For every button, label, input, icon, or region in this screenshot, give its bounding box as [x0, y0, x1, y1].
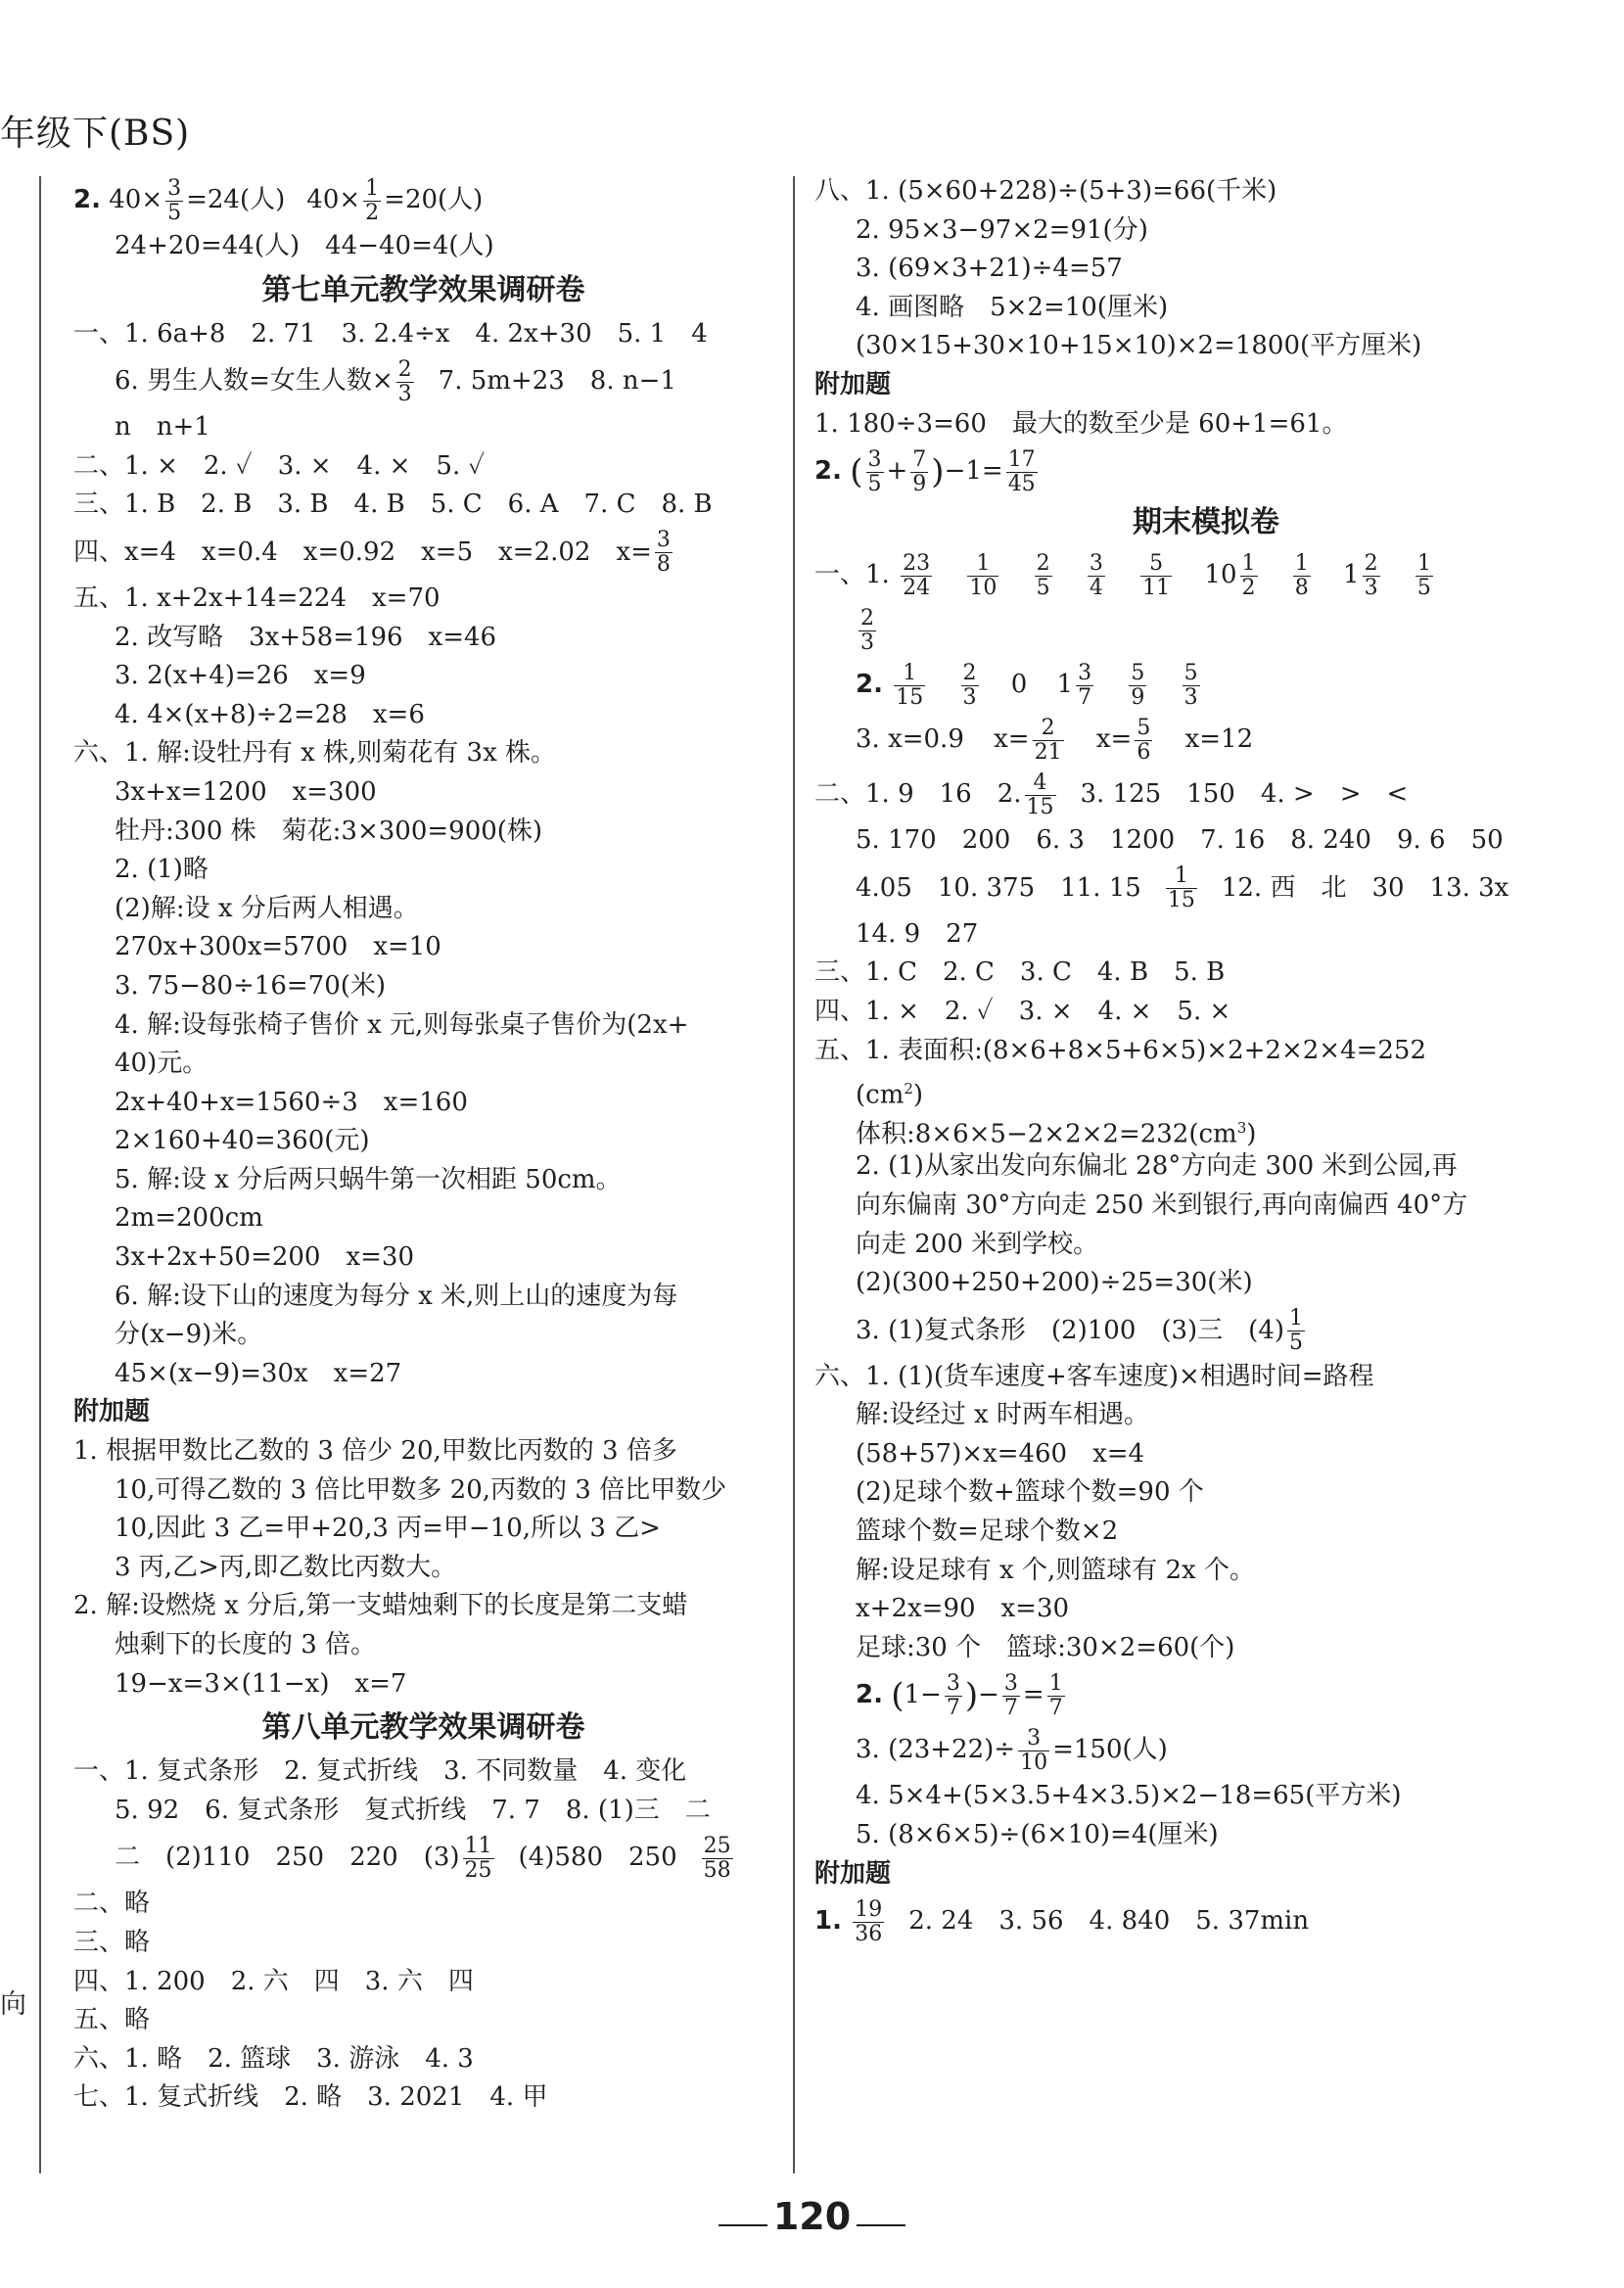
- answer-line: 3. x=0.9 x= $\frac{2}{21}$ x= $\frac{5}{6}$ x=12: [856, 715, 1254, 765]
- answer-line: 二、1. × 2. ✓ 3. × 4. × 5. ✓: [73, 450, 486, 481]
- answer-line: 六、1. 略 2. 篮球 3. 游泳 4. 3: [73, 2043, 474, 2074]
- answer-line: (2)解:设 x 分后两人相遇。: [115, 893, 419, 923]
- answer-line: 1. 180÷3=60 最大的数至少是 60+1=61。: [814, 408, 1348, 439]
- fraction: $\frac{3}{4}$: [1089, 550, 1103, 600]
- answer-line: 2×160+40=360(元): [115, 1126, 370, 1156]
- answer-line: 24+20=44(人) 44−40=4(人): [115, 231, 494, 260]
- fraction: $\frac{3}{5}$: [867, 446, 882, 496]
- answer-line: 四、1. × 2. ✓ 3. × 4. × 5. ×: [814, 996, 1231, 1026]
- fraction: $\frac{5}{9}$: [1131, 660, 1145, 710]
- answer-line: 3. (1)复式条形 (2)100 (3)三 (4) $\frac{1}{5}$: [856, 1306, 1304, 1356]
- fraction: $\frac{2}{3}$: [962, 660, 977, 710]
- answer-line: 2m=200cm: [115, 1203, 263, 1234]
- answer-line: 3. (69×3+21)÷4=57: [856, 254, 1123, 284]
- answer-line: 足球:30 个 篮球:30×2=60(个): [856, 1632, 1235, 1662]
- answer-line: 三、略: [73, 1927, 151, 1957]
- section-title: 第八单元教学效果调研卷: [261, 1710, 585, 1746]
- fraction: $\frac{2}{21}$: [1034, 715, 1062, 765]
- answer-line: 三、1. B 2. B 3. B 4. B 5. C 6. A 7. C 8. B: [73, 490, 713, 520]
- answer-line: 五、1. x+2x+14=224 x=70: [73, 583, 441, 613]
- answer-line: 篮球个数=足球个数×2: [856, 1517, 1119, 1547]
- fraction: $\frac{17}{45}$: [1007, 446, 1036, 496]
- fraction: $\frac{3}{5}$: [167, 175, 182, 225]
- fraction: $\frac{25}{58}$: [703, 1833, 731, 1883]
- answer-line: 解:设经过 x 时两车相遇。: [856, 1400, 1149, 1430]
- answer-line: 4. 解:设每张椅子售价 x 元,则每张桌子售价为(2x+: [115, 1009, 689, 1040]
- answer-line: 解:设足球有 x 个,则篮球有 2x 个。: [856, 1555, 1255, 1585]
- answer-line: 5. (8×6×5)÷(6×10)=4(厘米): [856, 1820, 1219, 1850]
- book-header: 年级下(BS): [0, 114, 191, 154]
- column-divider: [793, 176, 795, 2173]
- answer-line: 三、1. C 2. C 3. C 4. B 5. B: [814, 957, 1226, 988]
- answer-line: 二 (2)110 250 220 (3) $\frac{11}{25}$ (4)580 250 $\frac{25}{58}$: [115, 1833, 731, 1883]
- answer-line: 2. (1− $\frac{3}{7}$ )− $\frac{3}{7}$ = $\frac{1}{7}$: [856, 1670, 1063, 1720]
- extra-questions-heading: 附加题: [814, 1858, 892, 1889]
- answer-line: 六、1. 解:设牡丹有 x 株,则菊花有 3x 株。: [73, 738, 557, 769]
- answer-line: 3x+2x+50=200 x=30: [115, 1242, 415, 1273]
- answer-line: 七、1. 复式折线 2. 略 3. 2021 4. 甲: [73, 2082, 548, 2113]
- answer-line: 一、1. $\frac{23}{24}$ $\frac{1}{10}$ $\frac{2}{5}$ $\frac{3}{4}$ $\frac{5}{11}$ 10 $\frac{1}{2}$ $\frac{1}{8}$ 1 $\frac{2}{3}$ $\frac{1}{5}$: [814, 550, 1431, 600]
- answer-line: 40)元。: [115, 1049, 209, 1079]
- fraction: $\frac{3}{7}$: [1003, 1670, 1018, 1720]
- answer-line: (2)足球个数+篮球个数=90 个: [856, 1477, 1204, 1508]
- answer-line: 2. 95×3−97×2=91(分): [856, 214, 1148, 245]
- answer-line: 3. 2(x+4)=26 x=9: [115, 661, 366, 691]
- fraction: $\frac{1}{5}$: [1289, 1306, 1304, 1356]
- footer-rule-left: [719, 2224, 767, 2226]
- answer-line: (58+57)×x=460 x=4: [856, 1438, 1145, 1469]
- fraction: $\frac{2}{3}$: [397, 356, 412, 406]
- answer-line: 六、1. (1)(货车速度+客车速度)×相遇时间=路程: [814, 1361, 1374, 1391]
- answer-line: 3 丙,乙>丙,即乙数比丙数大。: [115, 1552, 457, 1582]
- answer-line: 2. ( $\frac{3}{5}$ + $\frac{7}{9}$ )−1= $\frac{17}{45}$: [814, 446, 1036, 496]
- answer-line: 2x+40+x=1560÷3 x=160: [115, 1087, 468, 1117]
- answer-line: 4. 5×4+(5×3.5+4×3.5)×2−18=65(平方米): [856, 1781, 1402, 1811]
- footer-rule-right: [857, 2224, 905, 2226]
- section-title: 第七单元教学效果调研卷: [261, 272, 585, 307]
- answer-line: 八、1. (5×60+228)÷(5+3)=66(千米): [814, 176, 1277, 206]
- left-margin-rule: [39, 176, 41, 2173]
- answer-line: 体积$:8\times 6\times 5-2\times 2\times 2=232(cm^3)$: [856, 1118, 1257, 1149]
- fraction: $\frac{1}{15}$: [1167, 864, 1195, 913]
- answer-line: 2. (1)略: [115, 855, 209, 885]
- answer-line: 一、1. 6a+8 2. 71 3. 2.4÷x 4. 2x+30 5. 1 4: [73, 318, 708, 349]
- fraction: $\frac{19}{36}$: [855, 1896, 883, 1946]
- answer-line: (2)(300+250+200)÷25=30(米): [856, 1268, 1253, 1298]
- answer-line: 分(x−9)米。: [115, 1320, 263, 1350]
- answer-line: 10,可得乙数的 3 倍比甲数多 20,丙数的 3 倍比甲数少: [115, 1474, 727, 1505]
- answer-line: $(cm^2)$: [856, 1080, 924, 1110]
- answer-line: 1. 根据甲数比乙数的 3 倍少 20,甲数比丙数的 3 倍多: [73, 1436, 677, 1467]
- answer-line: 四、1. 200 2. 六 四 3. 六 四: [73, 1966, 474, 1996]
- extra-questions-heading: 附加题: [73, 1397, 151, 1427]
- answer-line: 向东偏南 30°方向走 250 米到银行,再向南偏西 40°方: [856, 1190, 1468, 1220]
- page-footer: [0, 2195, 1624, 2238]
- answer-line: 45×(x−9)=30x x=27: [115, 1358, 402, 1388]
- right-column: [814, 172, 1598, 1948]
- fraction: $\frac{3}{7}$: [1078, 660, 1092, 710]
- extra-questions-heading: 附加题: [814, 369, 892, 399]
- fraction: $\frac{1}{5}$: [1416, 550, 1431, 600]
- answer-line: 烛剩下的长度的 3 倍。: [115, 1630, 377, 1659]
- fraction: $\frac{3}{10}$: [1020, 1725, 1048, 1775]
- fraction: $\frac{3}{7}$: [946, 1670, 960, 1720]
- answer-line: 2. (1)从家出发向东偏北 28°方向走 300 米到公园,再: [856, 1151, 1458, 1182]
- answer-line: 4.05 10. 375 11. 15 $\frac{1}{15}$ 12. 西 北 30 13. 3x: [856, 864, 1509, 913]
- answer-line: 19−x=3×(11−x) x=7: [115, 1668, 407, 1699]
- answer-line: 2. $\frac{1}{15}$ $\frac{2}{3}$ 0 1 $\frac{3}{7}$ $\frac{5}{9}$ $\frac{5}{3}$: [856, 660, 1198, 710]
- fraction: $\frac{2}{3}$: [860, 605, 874, 655]
- fraction: $\frac{1}{15}$: [896, 660, 924, 710]
- fraction: $\frac{1}{2}$: [365, 175, 380, 225]
- fraction: $\frac{23}{24}$: [903, 550, 931, 600]
- answer-line: 牡丹:300 株 菊花:3×300=900(株): [115, 816, 543, 846]
- answer-line: 5. 92 6. 复式条形 复式折线 7. 7 8. (1)三 二: [115, 1795, 711, 1825]
- fraction: $\frac{3}{8}$: [656, 528, 671, 578]
- answer-line: 5. 170 200 6. 3 1200 7. 16 8. 240 9. 6 50: [856, 825, 1504, 856]
- answer-line: 6. 男生人数=女生人数× $\frac{2}{3}$ 7. 5m+23 8. n−1: [115, 356, 676, 406]
- answer-line: 4. 4×(x+8)÷2=28 x=6: [115, 699, 425, 729]
- answer-line: 一、1. 复式条形 2. 复式折线 3. 不同数量 4. 变化: [73, 1756, 687, 1787]
- fraction: $\frac{5}{11}$: [1142, 550, 1171, 600]
- answer-line: 5. 解:设 x 分后两只蜗牛第一次相距 50cm。: [115, 1164, 622, 1194]
- answer-line: 3. 75−80÷16=70(米): [115, 970, 387, 1001]
- answer-line: 五、略: [73, 2005, 151, 2035]
- answer-line: n n+1: [115, 412, 210, 443]
- answer-line: 向走 200 米到学校。: [856, 1229, 1099, 1259]
- answer-line: 6. 解:设下山的速度为每分 x 米,则上山的速度为每: [115, 1281, 678, 1311]
- fraction: $\frac{1}{7}$: [1048, 1670, 1063, 1720]
- answer-line: 14. 9 27: [856, 918, 979, 949]
- answer-line: [814, 602, 1598, 657]
- fraction: $\frac{7}{9}$: [912, 446, 927, 496]
- fraction: $\frac{1}{8}$: [1294, 550, 1309, 600]
- answer-line: 1. $\frac{19}{36}$ 2. 24 3. 56 4. 840 5. 37min: [814, 1896, 1310, 1946]
- answer-line: 2. 40× $\frac{3}{5}$ =24(人) 40× $\frac{1}{2}$ =20(人): [73, 175, 484, 225]
- section-title: 期末模拟卷: [1133, 505, 1279, 540]
- fraction: $\frac{1}{10}$: [969, 550, 998, 600]
- answer-line: 二、略: [73, 1889, 151, 1919]
- edge-text: 向: [0, 1989, 26, 2020]
- answer-line: 二、1. 9 16 2. $\frac{4}{15}$ 3. 125 150 4. > > <: [814, 770, 1409, 819]
- answer-line: 270x+300x=5700 x=10: [115, 932, 441, 962]
- answer-line: 4. 画图略 5×2=10(厘米): [856, 292, 1169, 322]
- answer-line: 四、x=4 x=0.4 x=0.92 x=5 x=2.02 x= $\frac{3}{8}$: [73, 528, 671, 578]
- fraction: $\frac{4}{15}$: [1026, 770, 1054, 819]
- answer-line: 3x+x=1200 x=300: [115, 776, 377, 807]
- page-number: 120: [772, 2195, 852, 2238]
- answer-line: 10,因此 3 乙=甲+20,3 丙=甲−10,所以 3 乙>: [115, 1514, 661, 1544]
- fraction: $\frac{11}{25}$: [464, 1833, 492, 1883]
- answer-line: 3. (23+22)÷ $\frac{3}{10}$ =150(人): [856, 1725, 1168, 1775]
- answer-line: (30×15+30×10+15×10)×2=1800(平方厘米): [856, 331, 1422, 361]
- fraction: $\frac{5}{3}$: [1183, 660, 1198, 710]
- answer-line: 2. 解:设燃烧 x 分后,第一支蜡烛剩下的长度是第二支蜡: [73, 1591, 688, 1621]
- fraction: $\frac{2}{3}$: [1364, 550, 1378, 600]
- fraction: $\frac{1}{2}$: [1241, 550, 1256, 600]
- answer-line: 2. 改写略 3x+58=196 x=46: [115, 622, 497, 652]
- left-column: [73, 172, 773, 2118]
- answer-line: x+2x=90 x=30: [856, 1594, 1070, 1624]
- fraction: $\frac{2}{5}$: [1036, 550, 1050, 600]
- answer-line: 五、1. 表面积:(8×6+8×5+6×5)×2+2×2×4=252: [814, 1035, 1427, 1065]
- fraction: $\frac{5}{6}$: [1137, 715, 1151, 765]
